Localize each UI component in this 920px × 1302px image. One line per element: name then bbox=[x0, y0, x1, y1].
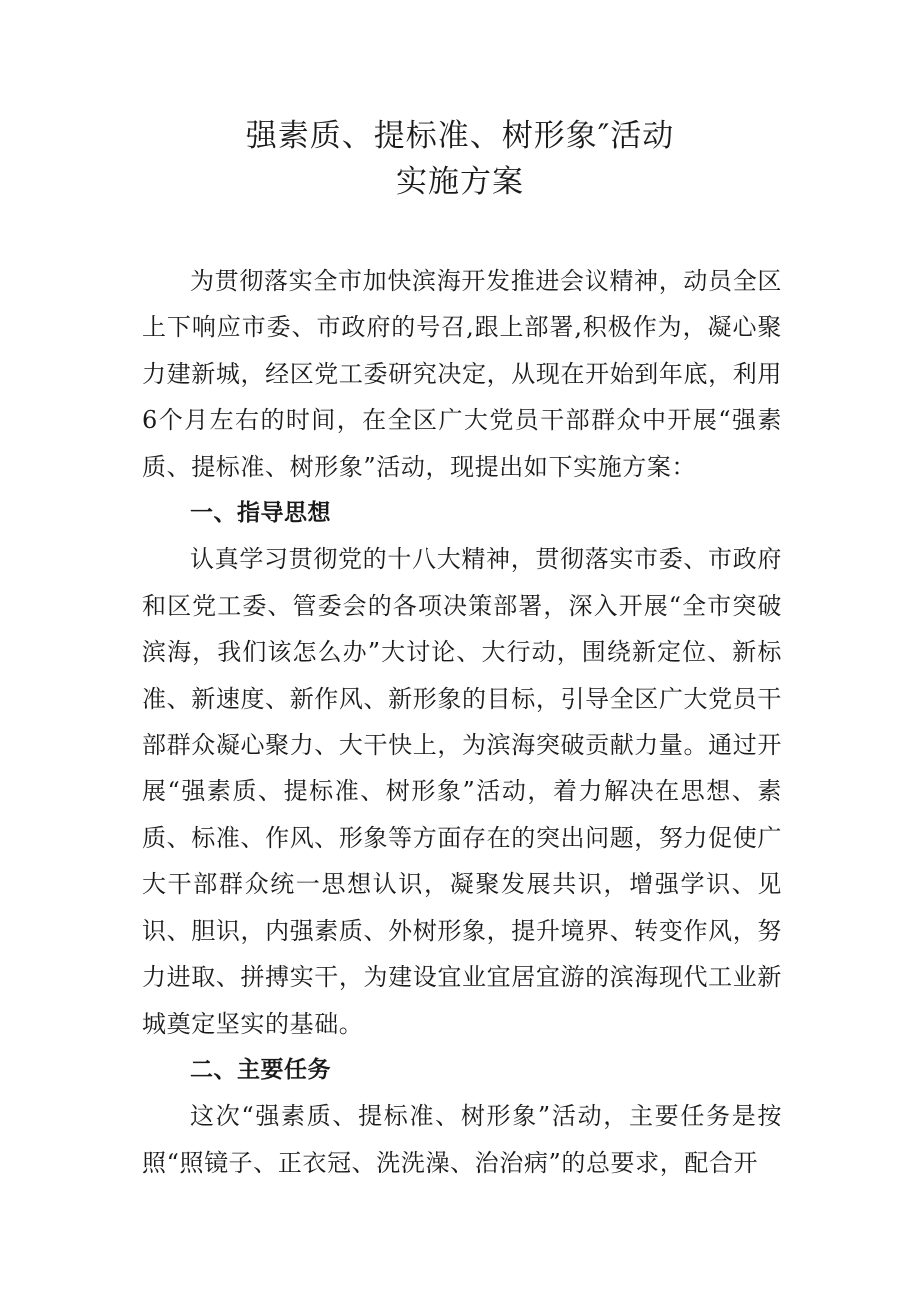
section-heading-guiding-ideology: 一、指导思想 bbox=[190, 500, 331, 527]
document-title: 强素质、提标准、树形象″活动 bbox=[245, 118, 675, 154]
document-body bbox=[142, 258, 782, 1186]
intro-paragraph: 为贯彻落实全市加快滨海开发推进会议精神，动员全区上下响应市委、市政府的号召,跟上部署,积极作为，凝心聚力建新城，经区党工委研究决定，从现在开始到年底，利用6个月左右的时间，在全区广大党员干部群众中开展“强素质、提标准、树形象”活动，现提出如下实施方案： bbox=[142, 267, 782, 481]
document-subtitle: 实施方案 bbox=[396, 164, 524, 200]
guiding-ideology-paragraph: 认真学习贯彻党的十八大精神，贯彻落实市委、市政府和区党工委、管委会的各项决策部署，深入开展“全市突破滨海，我们该怎么办”大讨论、大行动，围绕新定位、新标准、新速度、新作风、新形象的目标，引导全区广大党员干部群众凝心聚力、大干快上，为滨海突破贡献力量。通过开展“强素质、提标准、树形象”活动，着力解决在思想、素质、标准、作风、形象等方面存在的突出问题，努力促使广大干部群众统一思想认识，凝聚发展共识，增强学识、见识、胆识，内强素质、外树形象，提升境界、转变作风，努力进取、拼搏实干，为建设宜业宜居宜游的滨海现代工业新城奠定坚实的基础。 bbox=[142, 545, 782, 1038]
section-heading-main-tasks: 二、主要任务 bbox=[190, 1056, 331, 1083]
main-tasks-paragraph: 这次“强素质、提标准、树形象”活动，主要任务是按照“照镜子、正衣冠、洗洗澡、治治病”的总要求，配合开 bbox=[142, 1102, 782, 1177]
